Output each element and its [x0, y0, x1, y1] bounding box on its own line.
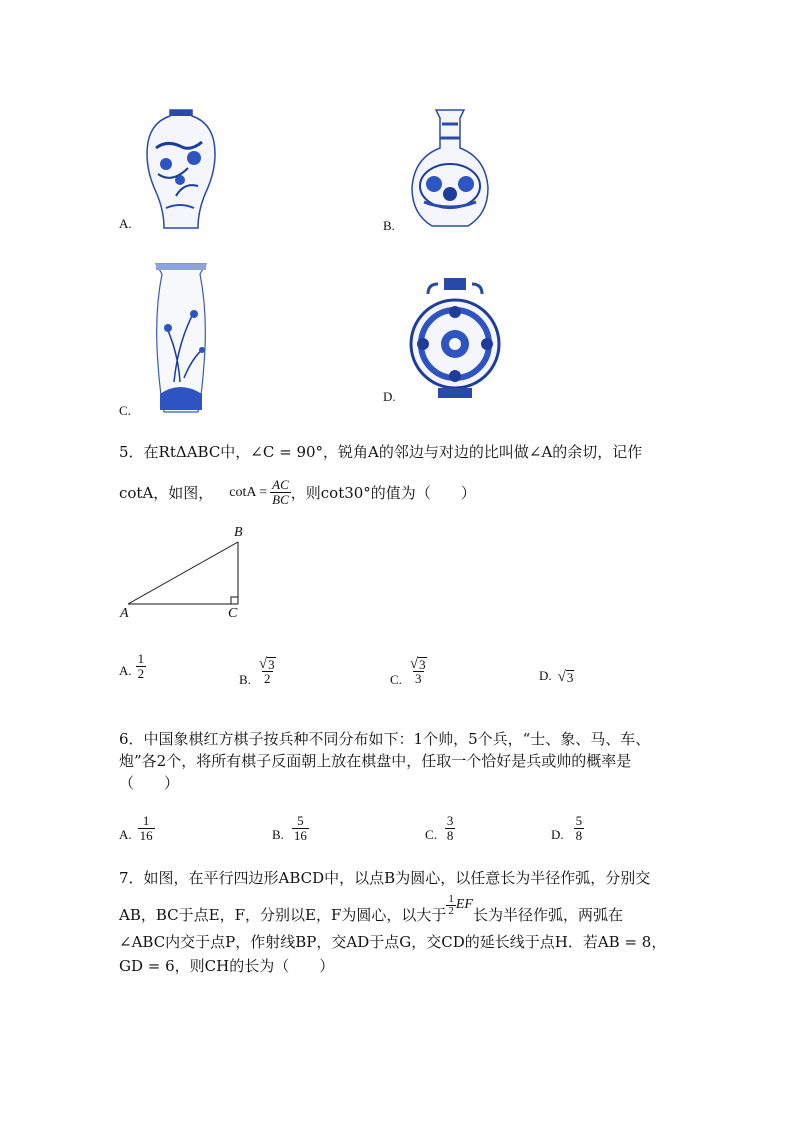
q7-half-num: 1	[448, 893, 454, 905]
q6-option-c-num: 3	[446, 813, 454, 828]
q5-option-b-den: 2	[264, 671, 271, 686]
q5-option-a[interactable]	[119, 651, 146, 681]
vertex-b-label: B	[234, 525, 243, 540]
q5-option-c-num: √ 3	[409, 656, 426, 672]
q7-line-2-text-a: AB，BC于点E，F，分别以E，F为圆心，以大于	[119, 906, 447, 924]
q5-formula-fraction	[270, 478, 291, 507]
q6-option-a-fraction	[138, 814, 155, 843]
q5-line-2-text-a: cotA，如图，	[119, 483, 214, 502]
q6-option-b-fraction	[292, 814, 309, 843]
q5-formula-left: cotA =	[229, 484, 268, 500]
q5-line-2-text-b: ，则cot30°的值为（ ）	[290, 483, 476, 502]
q6-option-b[interactable]	[272, 814, 309, 843]
q5-formula-num: AC	[272, 477, 289, 492]
q5-option-a-label: A.	[119, 662, 132, 678]
q6-option-c-fraction	[445, 814, 456, 843]
q6-option-a-num: 1	[142, 813, 150, 828]
vase-plum-bird-icon[interactable]	[136, 108, 226, 230]
q6-option-b-den: 16	[293, 828, 307, 843]
q5-option-c-den: 3	[415, 671, 422, 686]
q6-option-c-den: 8	[446, 828, 454, 843]
q5-line-1: 5．在RtΔABC中，∠C = 90°，锐角A的邻边与对边的比叫做∠A的余切，记作	[119, 443, 643, 461]
q6-option-a-label: A.	[119, 827, 132, 842]
q4-option-d-label[interactable]: D.	[383, 389, 396, 404]
q6-option-b-label: B.	[272, 827, 284, 842]
q5-option-c-fraction	[408, 657, 429, 686]
q5-option-b-fraction	[257, 657, 278, 686]
side-ab	[128, 542, 238, 604]
q6-line-3: （ ）	[119, 774, 180, 792]
q7-line-1: 7．如图，在平行四边形ABCD中，以点B为圆心，以任意长为半径作弧，分别交	[119, 869, 651, 887]
q5-option-a-num: 1	[137, 651, 145, 666]
q7-line-2-text-b: 长为半径作弧，两弧在	[472, 906, 623, 924]
right-angle-mark	[231, 597, 238, 604]
q4-option-c-label[interactable]: C.	[119, 403, 131, 418]
vase-globular-lotus-icon[interactable]	[408, 108, 492, 230]
q5-option-d-label: D.	[539, 668, 552, 683]
q5-formula-den: BC	[272, 492, 289, 507]
q5-option-a-fraction	[136, 652, 147, 681]
q5-option-d-sqrt: √ 3	[557, 669, 574, 685]
q5-triangle-figure	[118, 524, 258, 624]
q5-option-c-label: C.	[390, 672, 402, 687]
q7-half-den: 2	[448, 905, 454, 917]
q6-option-d-den: 8	[575, 828, 583, 843]
q6-option-d-label: D.	[551, 827, 564, 842]
q6-option-d-num: 5	[575, 813, 583, 828]
q6-option-b-num: 5	[297, 813, 304, 828]
q6-option-a[interactable]	[119, 814, 155, 843]
q5-line-2	[119, 478, 476, 507]
q5-option-d[interactable]	[539, 668, 574, 684]
q6-line-2: 炮”各2个，将所有棋子反面朝上放在棋盘中，任取一个恰好是兵或帅的概率是	[119, 752, 632, 770]
q6-option-d-fraction	[574, 814, 585, 843]
vase-moon-flask-icon[interactable]	[408, 276, 502, 402]
q5-option-c[interactable]	[390, 657, 429, 686]
q7-half-var: EF	[455, 897, 473, 912]
q6-option-d[interactable]	[551, 814, 584, 843]
q6-option-c-label: C.	[425, 827, 437, 842]
q5-option-b[interactable]	[239, 657, 278, 686]
q6-line-1: 6．中国象棋红方棋子按兵种不同分布如下：1个帅，5个兵，“士、象、马、车、	[119, 730, 651, 748]
q4-option-b-label[interactable]: B.	[383, 218, 395, 233]
vase-tall-orchid-icon[interactable]	[150, 262, 212, 416]
q7-line-3: ∠ABC内交于点P，作射线BP，交AD于点G，交CD的延长线于点H．若AB = 8，	[119, 933, 667, 951]
vertex-a-label: A	[120, 606, 129, 621]
q6-option-c[interactable]	[425, 814, 455, 843]
q7-line-4: GD = 6，则CH的长为（ ）	[119, 957, 335, 975]
q7-half-fraction	[446, 894, 456, 917]
vertex-c-label: C	[228, 606, 238, 621]
q6-option-a-den: 16	[139, 828, 153, 843]
q5-option-b-num: √ 3	[258, 656, 275, 672]
q7-line-2	[119, 895, 623, 925]
q5-option-a-den: 2	[137, 666, 145, 681]
q4-option-a-label[interactable]: A.	[119, 216, 132, 231]
q5-option-b-label: B.	[239, 672, 251, 687]
